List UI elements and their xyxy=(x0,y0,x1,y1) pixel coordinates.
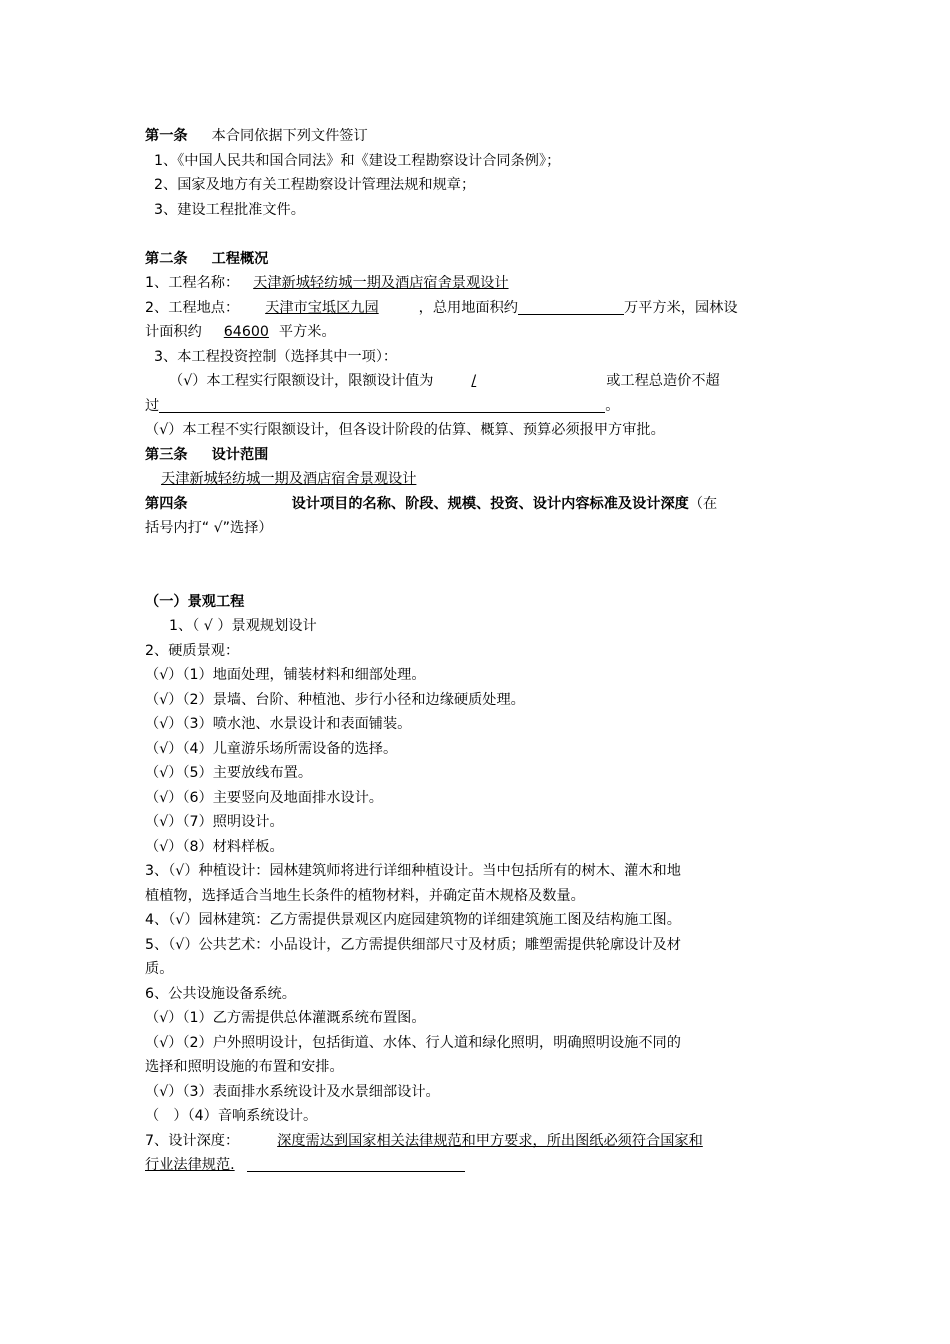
facility-item-3: （√）（3）表面排水系统设计及水景细部设计。 xyxy=(145,1083,440,1100)
article4-note-a: （在 xyxy=(688,495,718,512)
article1-heading-line xyxy=(145,124,810,149)
total-area-blank xyxy=(518,297,624,315)
article3-heading: 第三条 xyxy=(145,446,188,463)
article1-item-1: 1、《中国人民共和国合同法》和《建设工程勘察设计合同条例》； xyxy=(154,152,561,169)
investment-option-1-cont: 过 。 xyxy=(145,394,810,419)
article1-item-3: 3、建设工程批准文件。 xyxy=(154,201,305,218)
hardscape-item: （√）（3）喷水池、水景设计和表面铺装。 xyxy=(145,716,412,732)
hardscape-item: （√）（4）儿童游乐场所需设备的选择。 xyxy=(145,740,398,757)
article3-title: 设计范围 xyxy=(211,446,269,463)
limit-value: / xyxy=(471,373,477,389)
article4-heading: 第四条 xyxy=(145,495,188,512)
design-depth-value-cont: 行业法律规范. xyxy=(145,1157,235,1173)
hardscape-item: （√）（1）地面处理，铺装材料和细部处理。 xyxy=(145,667,426,683)
landscape-area-line xyxy=(145,320,810,345)
hardscape-item: （√）（5）主要放线布置。 xyxy=(145,765,313,781)
article4-note-b: 括号内打“ √”选择） xyxy=(145,520,273,536)
planting-design-line-2: 植植物，选择适合当地生长条件的植物材料，并确定苗木规格及数量。 xyxy=(145,887,585,904)
article2-title: 工程概况 xyxy=(211,250,269,267)
article2-heading-line xyxy=(145,247,810,272)
article1-item-2: 2、国家及地方有关工程勘察设计管理法规和规章； xyxy=(154,177,476,193)
contract-page xyxy=(145,124,810,1178)
project-name-value: 天津新城轻纺城一期及酒店宿舍景观设计 xyxy=(253,275,509,291)
area-text-b: 万平方米，园林设 xyxy=(624,299,738,316)
facility-title: 6、公共设施设备系统。 xyxy=(145,985,296,1002)
facility-item-4: （ ）（4）音响系统设计。 xyxy=(145,1108,318,1124)
project-location-label: 2、工程地点： xyxy=(145,299,240,316)
area-text-c: 计面积约 xyxy=(145,324,202,340)
facility-item-1: （√）（1）乙方需提供总体灌溉系统布置图。 xyxy=(145,1010,426,1026)
hardscape-item: （√）（8）材料样板。 xyxy=(145,838,284,855)
planting-design-line-1: 3、（√）种植设计：园林建筑师将进行详细种植设计。当中包括所有的树木、灌木和地 xyxy=(145,863,681,879)
public-art-line-2: 质。 xyxy=(145,961,174,977)
investment-option-1: （√）本工程实行限额设计，限额设计值为 / 或工程总造价不超 xyxy=(169,373,720,389)
hardscape-item: （√）（6）主要竖向及地面排水设计。 xyxy=(145,789,383,806)
landscape-heading: （一）景观工程 xyxy=(145,593,245,610)
investment-title: 3、本工程投资控制（选择其中一项）： xyxy=(154,348,398,365)
project-name-line xyxy=(145,271,810,296)
article2-heading: 第二条 xyxy=(145,250,188,267)
article4-heading-line xyxy=(145,492,810,517)
hardscape-title: 2、硬质景观： xyxy=(145,642,240,659)
design-scope-value: 天津新城轻纺城一期及酒店宿舍景观设计 xyxy=(161,471,417,487)
landscape-item-1: 1、（ √ ）景观规划设计 xyxy=(169,618,317,634)
garden-building: 4、（√）园林建筑：乙方需提供景观区内庭园建筑物的详细建筑施工图及结构施工图。 xyxy=(145,912,681,928)
design-depth-value: 深度需达到国家相关法律规范和甲方要求，所出图纸必须符合国家和 xyxy=(277,1132,703,1149)
hardscape-item: （√）（7）照明设计。 xyxy=(145,814,284,830)
hardscape-item: （√）（2）景墙、台阶、种植池、步行小径和边缘硬质处理。 xyxy=(145,691,525,708)
area-text-a: ，总用地面积约 xyxy=(418,299,518,316)
public-art-line-1: 5、（√）公共艺术：小品设计，乙方需提供细部尺寸及材质；雕塑需提供轮廓设计及材 xyxy=(145,936,681,953)
facility-item-2-line-2: 选择和照明设施的布置和安排。 xyxy=(145,1059,344,1075)
landscape-area-value: 64600 xyxy=(223,324,269,340)
article1-title: 本合同依据下列文件签订 xyxy=(211,128,368,144)
design-depth-label: 7、设计深度： xyxy=(145,1132,240,1149)
project-location-line xyxy=(145,296,810,321)
facility-item-2-line-1: （√）（2）户外照明设计，包括街道、水体、行人道和绿化照明，明确照明设施不同的 xyxy=(145,1034,681,1051)
design-scope-line xyxy=(145,467,810,492)
project-name-label: 1、工程名称： xyxy=(145,275,240,291)
project-location-value: 天津市宝坻区九园 xyxy=(265,299,379,316)
article4-title: 设计项目的名称、阶段、规模、投资、设计内容标准及设计深度 xyxy=(291,495,689,512)
article1-heading: 第一条 xyxy=(145,128,188,144)
total-cost-blank xyxy=(159,395,605,413)
article3-heading-line xyxy=(145,443,810,468)
area-unit: 平方米。 xyxy=(278,324,336,340)
design-depth-line-1 xyxy=(145,1129,810,1154)
design-depth-line-2 xyxy=(145,1153,810,1178)
design-depth-blank xyxy=(247,1154,465,1172)
investment-option-2: （√）本工程不实行限额设计，但各设计阶段的估算、概算、预算必须报甲方审批。 xyxy=(145,422,665,438)
